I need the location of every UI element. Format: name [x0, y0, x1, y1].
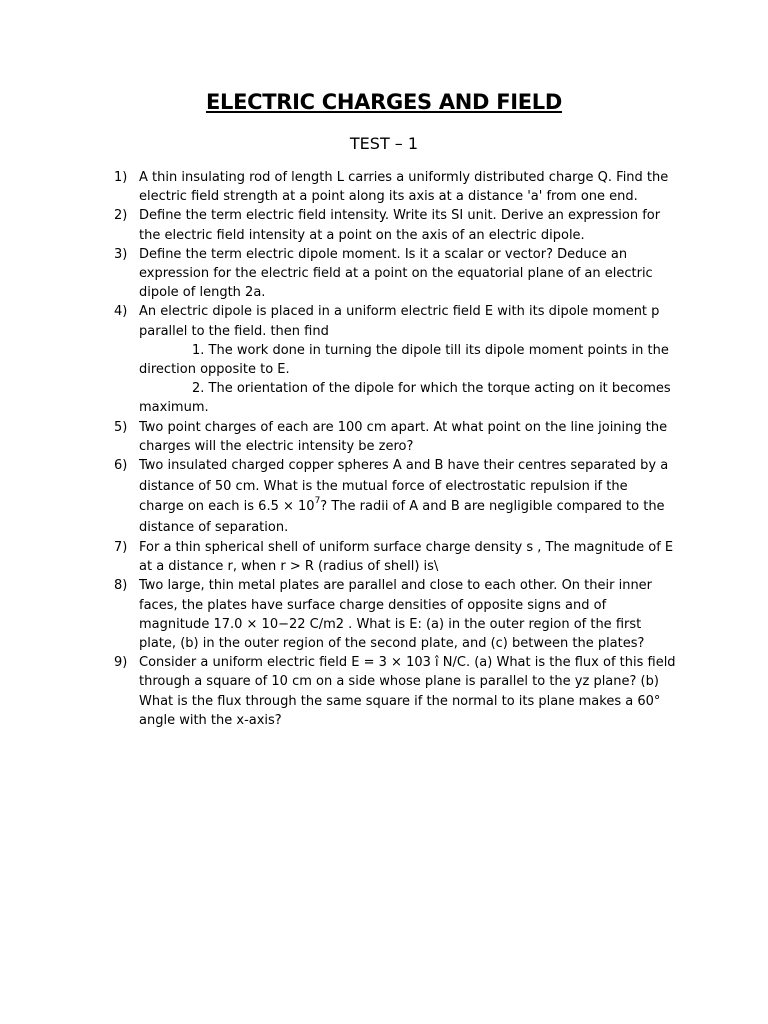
question-item — [114, 302, 676, 417]
question-item — [114, 456, 676, 538]
question-item — [114, 576, 676, 653]
question-text: For a thin spherical shell of uniform surface charge density s , The magnitude of E at a distance r, when r > R (radius of shell) is\ — [139, 540, 674, 575]
question-item — [114, 245, 676, 303]
question-number: 7) — [114, 540, 128, 556]
question-item — [114, 168, 676, 206]
document-title: ELECTRIC CHARGES AND FIELD — [205, 90, 563, 114]
question-item — [114, 538, 676, 576]
question-number: 2) — [114, 208, 128, 224]
question-number: 8) — [114, 578, 128, 594]
question-number: 1) — [114, 170, 128, 185]
question-text-part-1: Two insulated charged copper spheres A and B have their centres separated by a distance of 50 cm. What is the mutual force of electrostatic repulsion if the charge on each is 6.5 × 10 — [139, 458, 669, 515]
test-subtitle: TEST – 1 — [349, 134, 419, 153]
question-item — [114, 418, 676, 456]
question-text: An electric dipole is placed in a uniform electric field E with its dipole moment p parallel to the field. then find — [139, 304, 660, 339]
question-item — [114, 653, 676, 730]
question-text-part-2: ? The radii of A and B are negligible compared to the distance of separation. — [139, 499, 665, 535]
question-number: 4) — [114, 304, 128, 320]
question-text: Two large, thin metal plates are parallel and close to each other. On their inner faces, the plates have surface charge densities of opposite signs and of magnitude 17.0 × 10−22 C/m2 . What is E: (a) in the outer region of the first plate, (b) in the outer region of the second plate, and (c) between the plates? — [139, 578, 653, 652]
sub-question-1: 1. The work done in turning the dipole till its dipole moment points in the direction opposite to E. — [139, 342, 669, 378]
sub-question-2: 2. The orientation of the dipole for which the torque acting on it becomes maximum. — [139, 381, 671, 416]
question-text: A thin insulating rod of length L carries a uniformly distributed charge Q. Find the electric field strength at a point along its axis at a distance 'a' from one end. — [139, 170, 669, 205]
exponent: 7 — [314, 496, 321, 507]
question-number: 6) — [114, 458, 128, 474]
question-number: 3) — [114, 246, 128, 262]
question-text: Define the term electric field intensity. Write its SI unit. Derive an expression for the electric field intensity at a point on the axis of an electric dipole. — [139, 208, 661, 243]
question-number: 9) — [114, 655, 128, 671]
question-text: Define the term electric dipole moment. Is it a scalar or vector? Deduce an expression for the electric field at a point on the equatorial plane of an electric dipole of length 2a. — [139, 246, 653, 301]
question-number: 5) — [114, 419, 128, 435]
question-item — [114, 206, 676, 244]
question-text: Two point charges of each are 100 cm apart. At what point on the line joining the charges will the electric intensity be zero? — [139, 419, 668, 454]
question-list — [114, 168, 676, 730]
question-text: Consider a uniform electric field E = 3 × 103 î N/C. (a) What is the flux of this field through a square of 10 cm on a side whose plane is parallel to the yz plane? (b) What is the flux through the same square if the normal to its plane makes a 60° angle with the x-axis? — [139, 655, 676, 728]
